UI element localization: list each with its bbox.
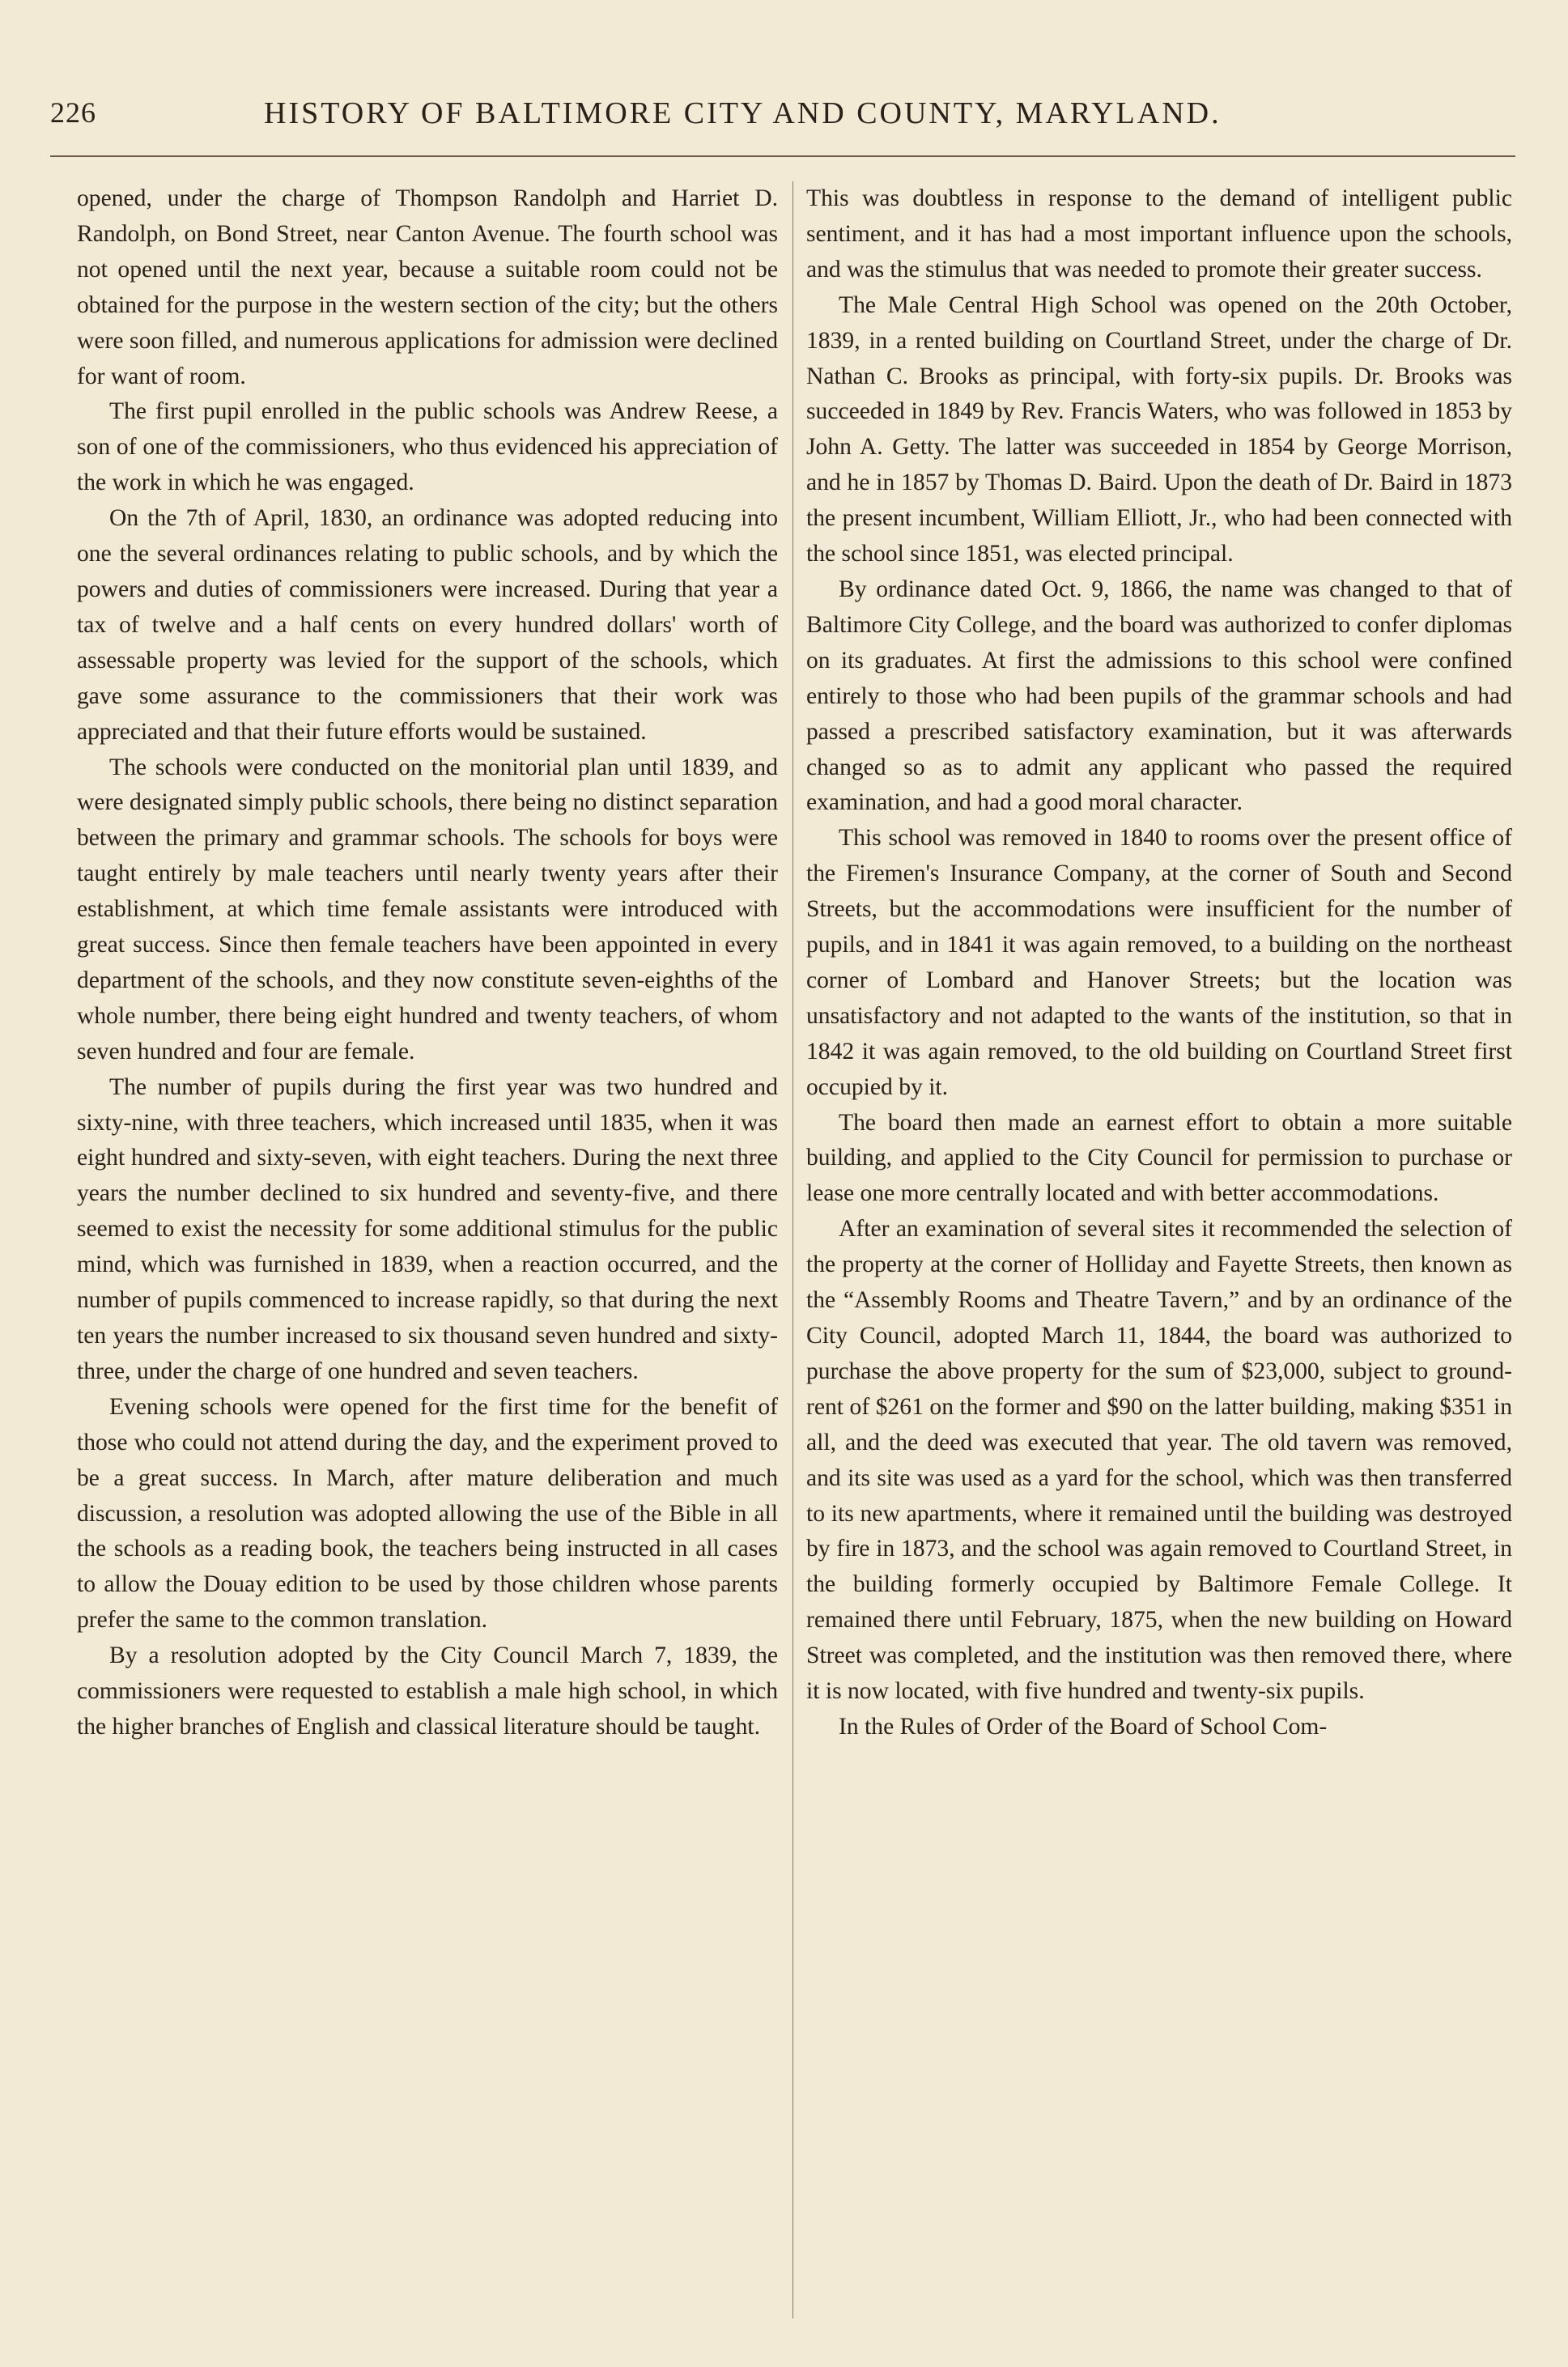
paragraph: The first pupil enrolled in the public schools was Andrew Reese, a son of one of the commissioners, who thus evidenced his appreciation of the work in which he was engaged. (77, 398, 778, 496)
paragraph: This was doubtless in response to the demand of intelligent public sentiment, and it has had a most important influence upon the schools, and was the stimulus that was needed to promote their greater success. (806, 185, 1512, 283)
running-title: HISTORY OF BALTIMORE CITY AND COUNTY, MARYLAND. (264, 96, 1222, 130)
paragraph: opened, under the charge of Thompson Randolph and Harriet D. Randolph, on Bond Street, near Canton Avenue. The fourth school was not opened until the next year, because a suitable room could not be obtained for the purpose in the western section of the city; but the others were soon filled, and numerous applications for admission were declined for want of room. (77, 185, 778, 389)
paragraph: By a resolution adopted by the City Council March 7, 1839, the commissioners were requested to establish a male high school, in which the higher branches of English and classical literature should be taught. (77, 1642, 778, 1740)
left-column (77, 181, 778, 2318)
paragraph: In the Rules of Order of the Board of School Com- (839, 1713, 1328, 1740)
page-number: 226 (50, 96, 96, 129)
header-rule (50, 155, 1515, 157)
column-divider (792, 181, 793, 2318)
paragraph: By ordinance dated Oct. 9, 1866, the name was changed to that of Baltimore City College, and the board was authorized to confer diplomas on its graduates. At first the admissions to this school were confined entirely to those who had been pupils of the grammar schools and had passed a prescribed satisfactory examination, but it was afterwards changed so as to admit any applicant who passed the required examination, and had a good moral character. (806, 576, 1512, 816)
paragraph: The Male Central High School was opened on the 20th October, 1839, in a rented building on Courtland Street, under the charge of Dr. Nathan C. Brooks as principal, with forty-six pupils. Dr. Brooks was succeeded in 1849 by Rev. Francis Waters, who was followed in 1853 by John A. Getty. The latter was succeeded in 1854 by George Morrison, and he in 1857 by Thomas D. Baird. Upon the death of Dr. Baird in 1873 the present incumbent, William Elliott, Jr., who had been connected with the school since 1851, was elected principal. (806, 291, 1512, 567)
page-header (50, 96, 1515, 141)
paragraph: After an examination of several sites it recommended the selection of the property at the corner of Holliday and Fayette Streets, then known as the “Assembly Rooms and Theatre Tavern,” and by an ordinance of the City Council, adopted March 11, 1844, the board was authorized to purchase the above property for the sum of $23,000, subject to ground-rent of $261 on the former and $90 on the latter building, making $351 in all, and the deed was executed that year. The old tavern was removed, and its site was used as a yard for the school, which was then transferred to its new apartments, where it remained until the building was destroyed by fire in 1873, and the school was again removed to Courtland Street, in the building formerly occupied by Baltimore Female College. It remained there until February, 1875, when the new building on Howard Street was completed, and the institution was then removed there, where it is now located, with five hundred and twenty-six pupils. (806, 1216, 1512, 1705)
paragraph: The number of pupils during the first year was two hundred and sixty-nine, with three teachers, which increased until 1835, when it was eight hundred and sixty-seven, with eight teachers. During the next three years the number declined to six hundred and seventy-five, and there seemed to exist the necessity for some additional stimulus for the public mind, which was furnished in 1839, when a reaction occurred, and the number of pupils commenced to increase rapidly, so that during the next ten years the number increased to six thousand seven hundred and sixty-three, under the charge of one hundred and seven teachers. (77, 1073, 778, 1384)
paragraph: This school was removed in 1840 to rooms over the present office of the Firemen's Insurance Company, at the corner of South and Second Streets, but the accommodations were insufficient for the number of pupils, and in 1841 it was again removed, to a building on the northeast corner of Lombard and Hanover Streets; but the location was unsatisfactory and not adapted to the wants of the institution, so that in 1842 it was again removed, to the old building on Courtland Street first occupied by it. (806, 825, 1512, 1100)
paragraph: On the 7th of April, 1830, an ordinance was adopted reducing into one the several ordinances relating to public schools, and by which the powers and duties of commissioners were increased. During that year a tax of twelve and a half cents on every hundred dollars' worth of assessable property was levied for the support of the schools, which gave some assurance to the commissioners that their work was appreciated and that their future efforts would be sustained. (77, 505, 778, 745)
right-column (806, 181, 1512, 2318)
paragraph: Evening schools were opened for the first time for the benefit of those who could not attend during the day, and the experiment proved to be a great success. In March, after mature deliberation and much discussion, a resolution was adopted allowing the use of the Bible in all the schools as a reading book, the teachers being instructed in all cases to allow the Douay edition to be used by those children whose parents prefer the same to the common translation. (77, 1393, 778, 1634)
paragraph: The board then made an earnest effort to obtain a more suitable building, and applied to the City Council for permission to purchase or lease one more centrally located and with better accommodations. (806, 1109, 1512, 1207)
paragraph: The schools were conducted on the monitorial plan until 1839, and were designated simply public schools, there being no distinct separation between the primary and grammar schools. The schools for boys were taught entirely by male teachers until nearly twenty years after their establishment, at which time female assistants were introduced with great success. Since then female teachers have been appointed in every department of the schools, and they now constitute seven-eighths of the whole number, there being eight hundred and twenty teachers, of whom seven hundred and four are female. (77, 754, 778, 1065)
